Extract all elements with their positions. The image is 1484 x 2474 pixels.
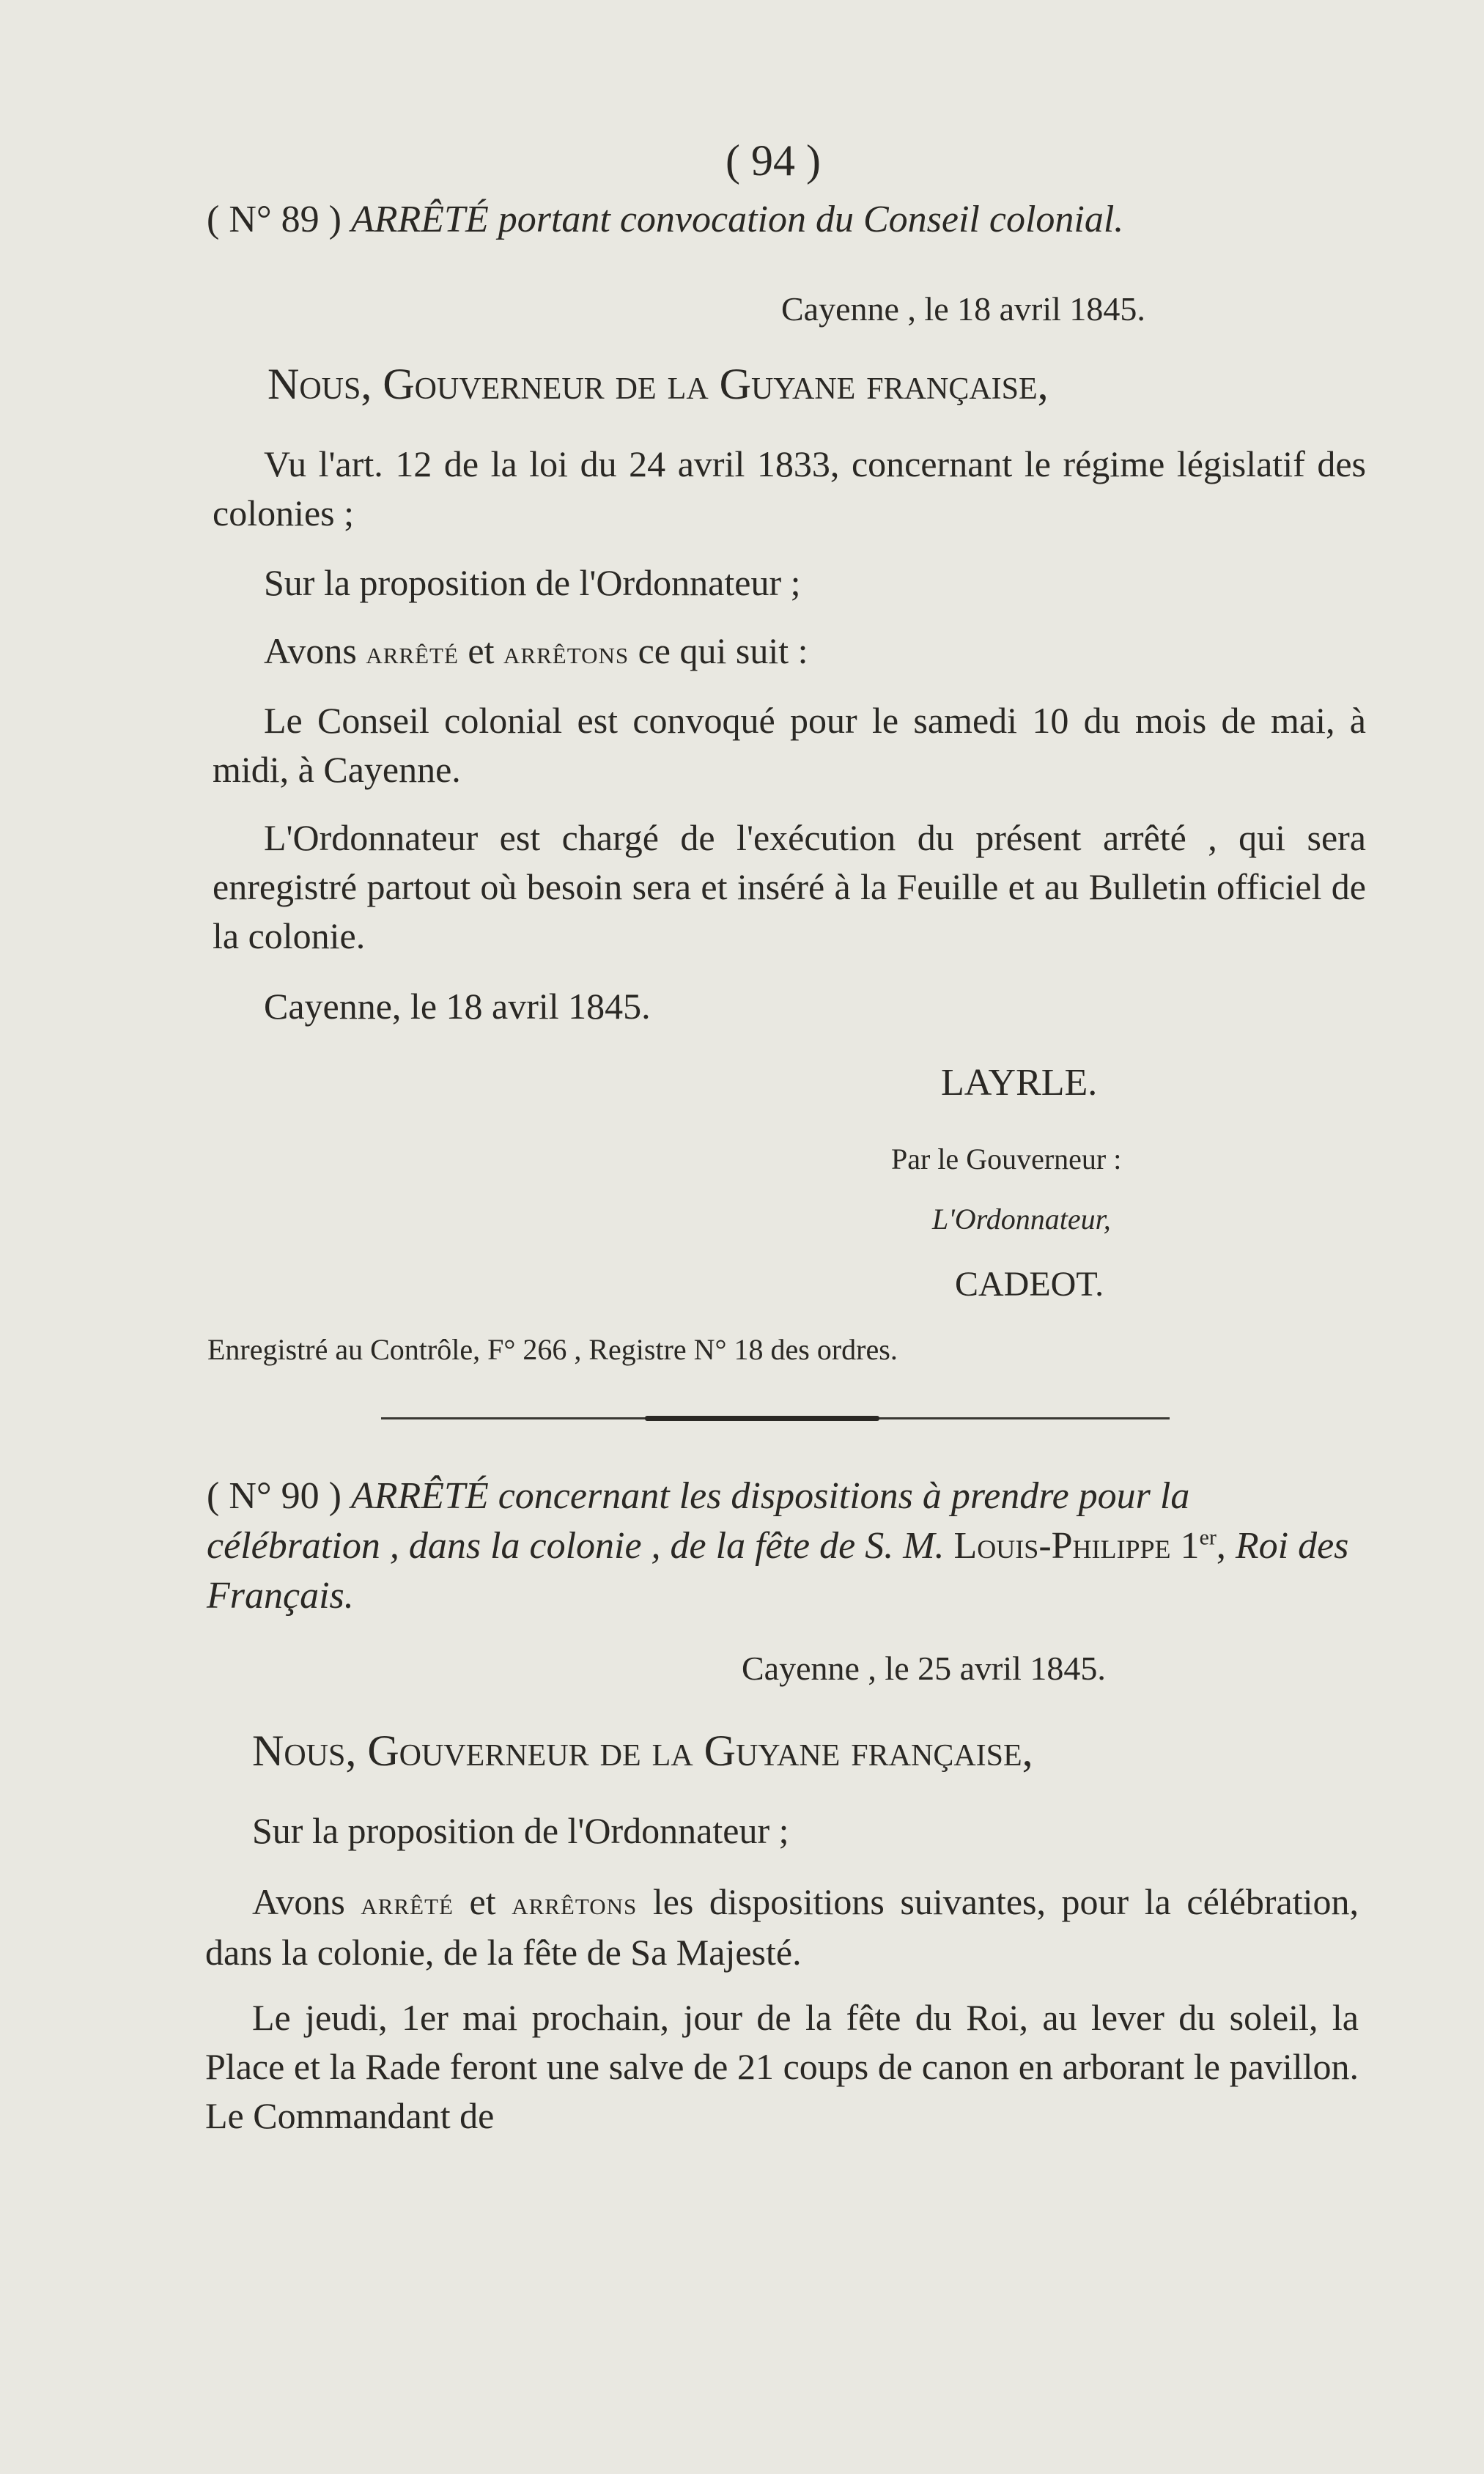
registration-note: Enregistré au Contrôle, F° 266 , Registre N° 18 des ordres. bbox=[207, 1333, 898, 1366]
act-90-number: ( N° 90 ) bbox=[207, 1475, 342, 1517]
act-89-heading bbox=[207, 198, 1123, 241]
act-89-paragraph-5: L'Ordonnateur est chargé de l'exécution du présent arrêté , qui sera enregistré partout où besoin sera et inséré à la Feuille et au Bulletin officiel de la colonie. bbox=[213, 817, 1366, 956]
page-number: ( 94 ) bbox=[726, 136, 821, 185]
act-89-preamble: Nous, Gouverneur de la Guyane française, bbox=[267, 360, 1049, 408]
act-90-date: Cayenne , le 25 avril 1845. bbox=[742, 1650, 1106, 1687]
act-89-number: ( N° 89 ) bbox=[207, 199, 342, 240]
act-90-paragraph-1: Sur la proposition de l'Ordonnateur ; bbox=[252, 1810, 789, 1851]
act-90-preamble: Nous, Gouverneur de la Guyane française, bbox=[252, 1727, 1033, 1775]
section-divider-ornament bbox=[645, 1416, 879, 1421]
act-89-paragraph-1: Vu l'art. 12 de la loi du 24 avril 1833, concernant le régime législatif des colonies ; bbox=[213, 443, 1366, 533]
act-89-title: ARRÊTÉ portant convocation du Conseil colonial. bbox=[350, 199, 1124, 240]
act-89-paragraph-3: Avons arrêté et arrêtons ce qui suit : bbox=[264, 630, 808, 671]
act-89-paragraph-2: Sur la proposition de l'Ordonnateur ; bbox=[264, 562, 801, 603]
act-90-paragraph-2: Avons arrêté et arrêtons les dispositions suivantes, pour la célébration, dans la colonie, de la fête de Sa Majesté. bbox=[205, 1881, 1359, 1973]
act-90-heading: ( N° 90 ) ARRÊTÉ concernant les dispositions à prendre pour la célébration , dans la colonie , de la fête de S. M. Louis-Philippe 1er, Roi des Français. bbox=[207, 1475, 1349, 1617]
signature-cadeot: CADEOT. bbox=[955, 1265, 1104, 1304]
act-89-paragraph-4: Le Conseil colonial est convoqué pour le samedi 10 du mois de mai, à midi, à Cayenne. bbox=[213, 700, 1366, 790]
ordonnateur-role: L'Ordonnateur, bbox=[932, 1203, 1111, 1236]
act-89-date: Cayenne , le 18 avril 1845. bbox=[781, 290, 1145, 328]
signature-layrle: LAYRLE. bbox=[941, 1062, 1098, 1104]
act-90-paragraph-3: Le jeudi, 1er mai prochain, jour de la fête du Roi, au lever du soleil, la Place et la Rade feront une salve de 21 coups de canon en arborant le pavillon. Le Commandant de bbox=[205, 1997, 1359, 2136]
by-governor: Par le Gouverneur : bbox=[891, 1142, 1122, 1175]
act-89-paragraph-6: Cayenne, le 18 avril 1845. bbox=[264, 986, 651, 1027]
